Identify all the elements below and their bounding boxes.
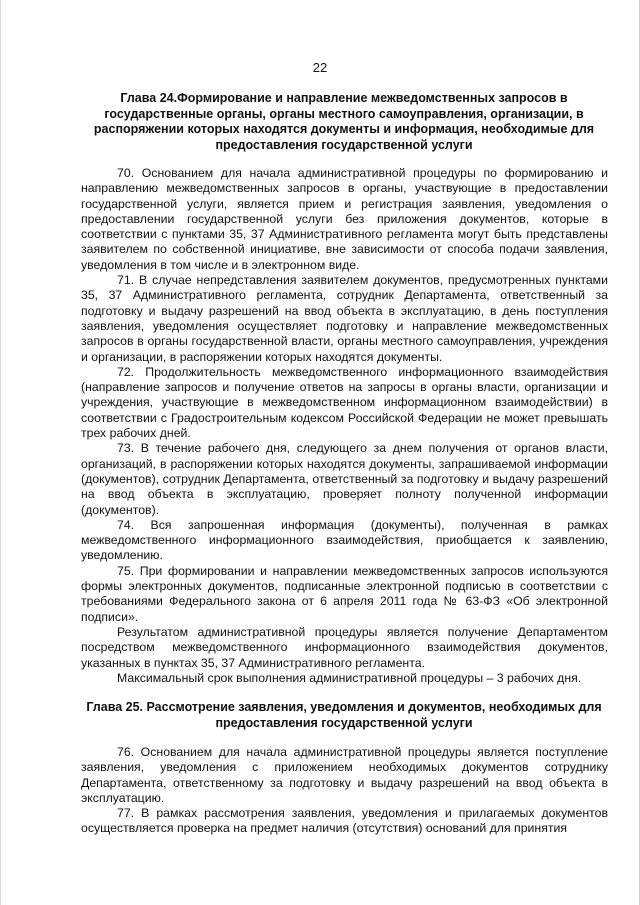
chapter-24-body	[81, 166, 608, 686]
paragraph-72: 72. Продолжительность межведомственного информационного взаимодействия (направление запросов и получение ответов на запросы в органы власти, организации и учреждения, участвующие в межведомственном информационном взаимодействии) в соответствии с Градостроительным кодексом Российской Федерации не может превышать трех рабочих дней.	[81, 364, 608, 441]
paragraph-max-term: Максимальный срок выполнения административной процедуры – 3 рабочих дня.	[117, 670, 582, 685]
paragraph-76: 76. Основанием для начала административной процедуры является поступление заявления, уведомления с приложением необходимых документов сотруднику Департамента, ответственному за подготовку и выдачу разрешений на ввод объекта в эксплуатацию.	[81, 745, 608, 805]
paragraph-74: 74. Вся запрошенная информация (документы), полученная в рамках межведомственного информационного взаимодействия, приобщается к заявлению, уведомлению.	[81, 517, 608, 563]
chapter-24-title: Глава 24.Формирование и направление межведомственных запросов в государственные органы, органы местного самоуправления, организации, в распоряжении которых находятся документы и информация, необходимые для предоставления государственной услуги	[93, 91, 595, 152]
paragraph-73: 73. В течение рабочего дня, следующего за днем получения от органов власти, организаций, в распоряжении которых находятся документы, запрашиваемой информации (документов), сотрудник Департамента, ответственный за подготовку и выдачу разрешений на ввод объекта в эксплуатацию, проверяет полноту полученной информации (документов).	[81, 441, 608, 517]
paragraph-70: 70. Основанием для начала административной процедуры по формированию и направлению межведомственных запросов в органы, участвующие в предоставлении государственной услуги, является прием и регистрация заявления, уведомления о предоставлении государственной услуги без приложения документов, которые в соответствии с пунктами 35, 37 Административного регламента могут быть представлены заявителем по собственной инициативе, вне зависимости от способа подачи заявления, уведомления в том числе и в электронном виде.	[81, 166, 608, 272]
chapter-25-title: Глава 25. Рассмотрение заявления, уведомления и документов, необходимых для предоставления государственной услуги	[86, 700, 602, 730]
paragraph-result: Результатом административной процедуры является получение Департаментом посредством межведомственного информационного взаимодействия документов, указанных в пунктах 35, 37 Административного регламента.	[81, 624, 608, 670]
paragraph-77: 77. В рамках рассмотрения заявления, уведомления и прилагаемых документов осуществляется проверка на предмет наличия (отсутствия) оснований для принятия	[81, 806, 608, 836]
chapter-25-body	[81, 745, 608, 837]
paragraph-75: 75. При формировании и направлении межведомственных запросов используются формы электронных документов, подписанные электронной подписью в соответствии с требованиями Федерального закона от 6 апреля 2011 года № 63-ФЗ «Об электронной подписи».	[81, 563, 608, 624]
page-number: 22	[312, 60, 328, 75]
paragraph-71: 71. В случае непредставления заявителем документов, предусмотренных пунктами 35, 37 Административного регламента, сотрудник Департамента, ответственный за подготовку и выдачу разрешений на ввод объекта в эксплуатацию, в день поступления заявления, уведомления осуществляет подготовку и направление межведомственных запросов в органы государственной власти, органы местного самоуправления, учреждения и организации, в распоряжении которых находятся документы.	[81, 273, 608, 364]
